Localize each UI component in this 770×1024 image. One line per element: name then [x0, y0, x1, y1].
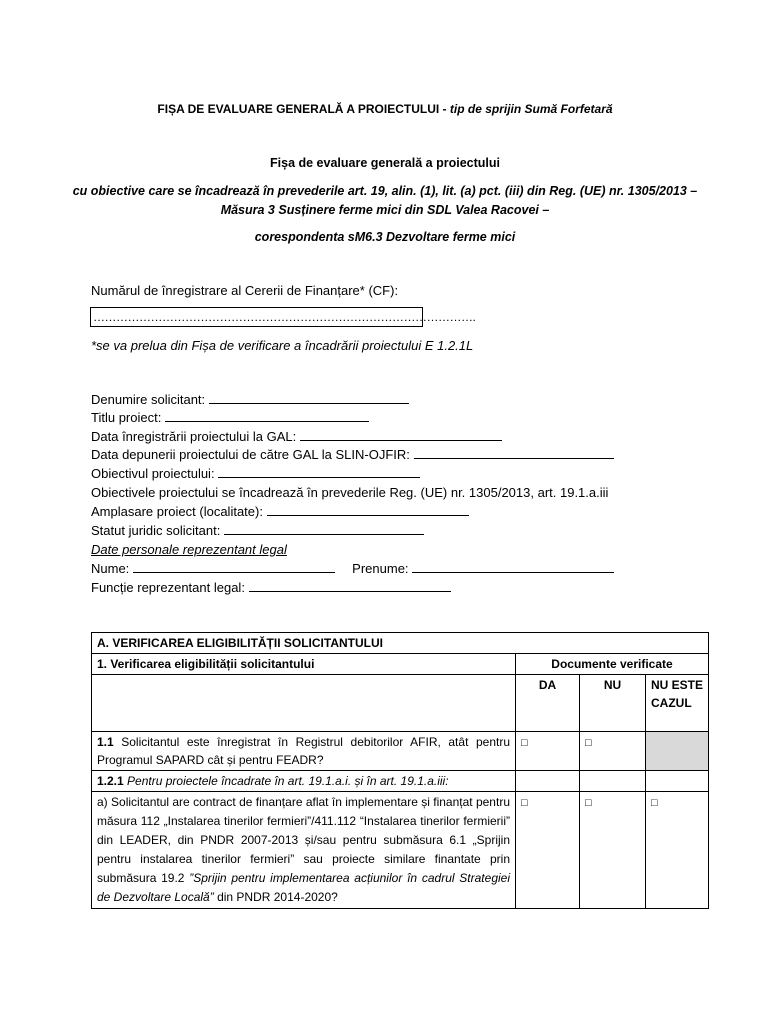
field-denumire-blank[interactable] [209, 392, 409, 404]
subsection-title: 1. Verificarea eligibilității solicitantului [92, 654, 516, 675]
checkbox-icon[interactable]: □ [651, 797, 658, 809]
title-text: FIȘA DE EVALUARE GENERALĂ A PROIECTULUI - [157, 102, 450, 116]
table-row [92, 732, 709, 771]
cf-number-input[interactable]: ………………………………………………………………………………………. [90, 307, 423, 327]
field-data-inregistrare [91, 429, 502, 444]
field-obiectiv-label: Obiectivul proiectului: [91, 466, 215, 481]
field-data-depunere-blank[interactable] [414, 447, 614, 459]
row-a-da[interactable] [516, 792, 580, 909]
document-title [0, 102, 770, 116]
checkbox-icon[interactable]: □ [521, 797, 528, 809]
row-1-2-1-nu [580, 771, 646, 792]
table-row [92, 771, 709, 792]
field-functie-blank[interactable] [249, 580, 451, 592]
row-1-1-da[interactable] [516, 732, 580, 771]
field-statut-label: Statut juridic solicitant: [91, 523, 221, 538]
row-a-italic-text: ”Sprijin pentru implementarea acțiunilor în cadrul Strategiei de Dezvoltare Locală” [97, 871, 510, 904]
field-nume-blank[interactable] [133, 561, 335, 573]
field-data-depunere-label: Data depunerii proiectului de către GAL la SLIN-OJFIR: [91, 447, 410, 462]
field-titlu [91, 410, 369, 425]
row-1-1-criterion [92, 732, 516, 771]
cf-label: Numărul de înregistrare al Cererii de Finanțare* (CF): [91, 283, 399, 298]
field-data-depunere [91, 447, 614, 462]
row-1-1-nec [646, 732, 709, 771]
field-nume [91, 561, 614, 576]
field-titlu-blank[interactable] [165, 410, 369, 422]
row-1-2-1-number: 1.2.1 [97, 774, 124, 788]
table-row [92, 633, 709, 654]
checkbox-icon[interactable]: □ [585, 797, 592, 809]
table-row [92, 675, 709, 732]
checkbox-icon[interactable]: □ [521, 737, 528, 749]
field-nume-label: Nume: [91, 561, 130, 576]
field-amplasare-blank[interactable] [267, 504, 469, 516]
field-titlu-label: Titlu proiect: [91, 410, 162, 425]
subheading-line3: corespondenta sM6.3 Dezvoltare ferme mici [254, 230, 516, 244]
field-prenume-label: Prenume: [352, 561, 409, 576]
row-a-text-end: din PNDR 2014-2020? [213, 890, 338, 904]
row-a-nec[interactable] [646, 792, 709, 909]
date-personale-heading: Date personale reprezentant legal [91, 542, 287, 557]
field-statut [91, 523, 424, 538]
table-row [92, 792, 709, 909]
field-data-inregistrare-label: Data înregistrării proiectului la GAL: [91, 429, 297, 444]
row-1-1-text: Solicitantul este înregistrat în Registrul debitorilor AFIR, atât pentru Programul SAPARD cât și pentru FEADR? [97, 735, 510, 767]
blank-cell [92, 675, 516, 732]
field-denumire [91, 392, 409, 407]
field-statut-blank[interactable] [224, 523, 424, 535]
table-row [92, 654, 709, 675]
cf-note: *se va prelua din Fișa de verificare a încadrării proiectului E 1.2.1L [91, 338, 474, 353]
field-obiective-reg: Obiectivele proiectului se încadrează în prevederile Reg. (UE) nr. 1305/2013, art. 19.1.a.iii [91, 485, 609, 500]
title-italic-text: tip de sprijin Sumă Forfetară [449, 102, 613, 116]
documents-verified-header: Documente verificate [516, 654, 709, 675]
field-denumire-label: Denumire solicitant: [91, 392, 206, 407]
row-a-text: a) Solicitantul are contract de finanțare aflat în implementare și finanțat pentru măsura 112 „Instalarea tinerilor fermieri”/411.112 “Instalarea tinerilor fermierii” din LEADER, din PNDR 2007-2013 și/sau pentru submăsura 6.1 „Sprijin pentru instalarea tinerilor fermieri” sau proiecte similare finantate prin submăsura 19.2 [97, 795, 510, 885]
row-1-2-1-text: Pentru proiectele încadrate în art. 19.1.a.i. și în art. 19.1.a.iii: [123, 774, 449, 788]
field-amplasare-label: Amplasare proiect (localitate): [91, 504, 263, 519]
row-a-criterion [92, 792, 516, 909]
checkbox-icon[interactable]: □ [585, 737, 592, 749]
row-1-2-1-da [516, 771, 580, 792]
col-da-header: DA [516, 675, 580, 732]
subheading-line1: Fișa de evaluare generală a proiectului [270, 156, 500, 170]
row-a-nu[interactable] [580, 792, 646, 909]
row-1-1-number: 1.1 [97, 735, 114, 749]
field-prenume-blank[interactable] [412, 561, 614, 573]
field-data-inregistrare-blank[interactable] [300, 429, 502, 441]
row-1-1-nu[interactable] [580, 732, 646, 771]
field-obiectiv [91, 466, 420, 481]
col-nec-header: NU ESTE CAZUL [646, 675, 709, 732]
field-obiectiv-blank[interactable] [218, 466, 420, 478]
section-title: A. VERIFICAREA ELIGIBILITĂȚII SOLICITANTULUI [92, 633, 709, 654]
row-1-2-1-nec [646, 771, 709, 792]
subheading-line2: cu obiective care se încadrează în prevederile art. 19, alin. (1), lit. (a) pct. (iii) din Reg. (UE) nr. 1305/2013 – Măsura 3 Susținere ferme mici din SDL Valea Racovei – [72, 184, 698, 217]
field-functie [91, 580, 451, 595]
field-functie-label: Funcție reprezentant legal: [91, 580, 245, 595]
col-nu-header: NU [580, 675, 646, 732]
eligibility-table [91, 632, 709, 909]
row-1-2-1-criterion [92, 771, 516, 792]
field-amplasare [91, 504, 469, 519]
